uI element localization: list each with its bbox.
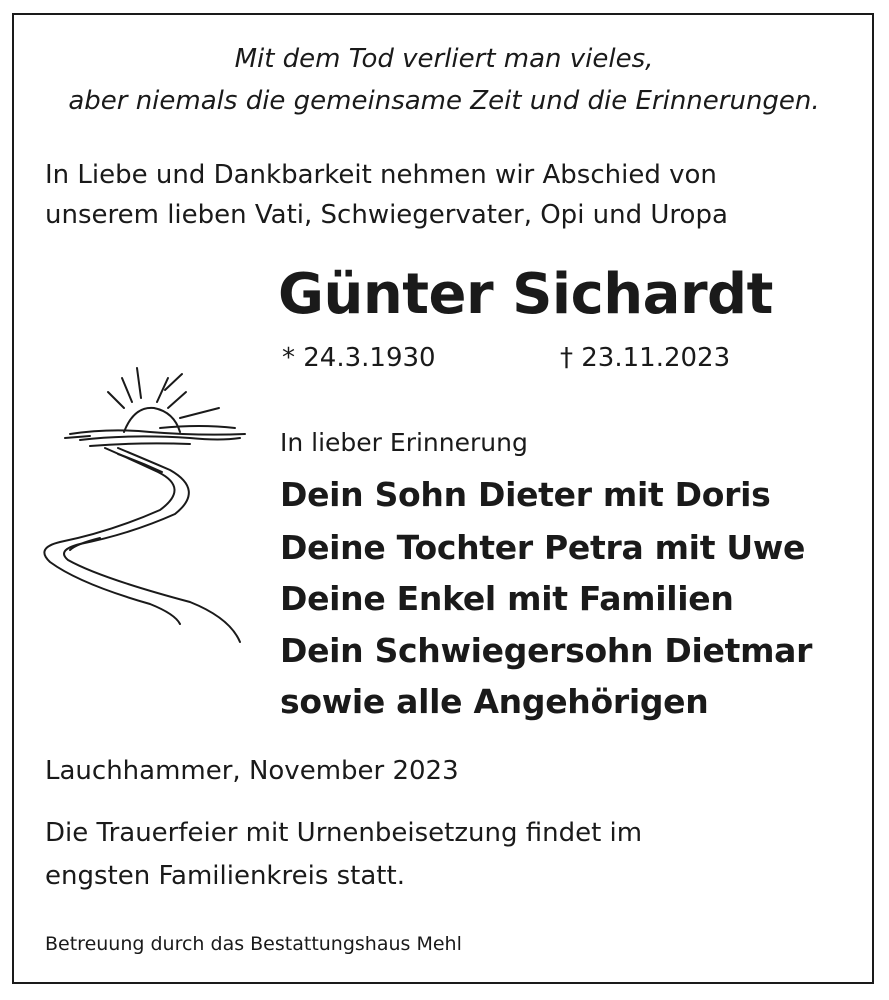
mourner-line-1: Dein Sohn Dieter mit Doris	[280, 475, 771, 514]
ceremony-line-1: Die Trauerfeier mit Urnenbeisetzung findet im	[45, 818, 643, 848]
intro-line-1: In Liebe und Dankbarkeit nehmen wir Abschied von	[45, 160, 717, 190]
quote-line-2: aber niemals die gemeinsame Zeit und die Erinnerungen.	[68, 86, 820, 116]
ceremony-line-2: engsten Familienkreis statt.	[45, 861, 405, 891]
sunset-path-icon	[40, 362, 255, 647]
mourner-line-3: Deine Enkel mit Familien	[280, 579, 734, 618]
deceased-name: Günter Sichardt	[278, 262, 773, 327]
quote-line-1: Mit dem Tod verliert man vieles,	[234, 44, 654, 74]
death-date: † 23.11.2023	[560, 343, 731, 373]
intro-line-2: unserem lieben Vati, Schwiegervater, Opi und Uropa	[45, 200, 728, 230]
place-date: Lauchhammer, November 2023	[45, 756, 459, 786]
mourner-line-5: sowie alle Angehörigen	[280, 682, 709, 721]
mourner-line-4: Dein Schwiegersohn Dietmar	[280, 631, 813, 670]
mourner-line-2: Deine Tochter Petra mit Uwe	[280, 528, 806, 567]
birth-date: * 24.3.1930	[282, 343, 436, 373]
memory-label: In lieber Erinnerung	[280, 428, 528, 457]
care-note: Betreuung durch das Bestattungshaus Mehl	[45, 933, 462, 955]
